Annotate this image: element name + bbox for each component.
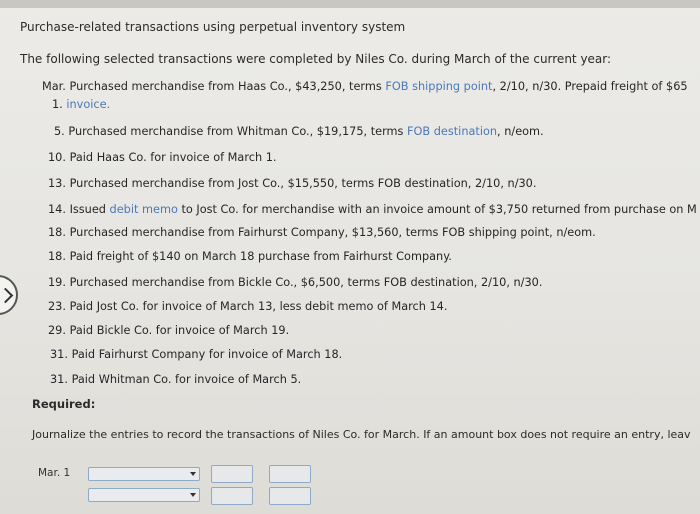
account-dropdown[interactable] [88, 488, 200, 502]
transaction-date: 13. [48, 177, 66, 190]
transaction-date: 5. [54, 125, 65, 138]
top-strip [0, 0, 700, 8]
account-dropdown[interactable] [88, 467, 200, 481]
transaction-date: 31. [50, 373, 68, 386]
fob-destination-link[interactable]: FOB destination [407, 125, 498, 138]
credit-amount-input[interactable] [269, 487, 311, 505]
transaction-item [48, 177, 536, 190]
transaction-item [48, 324, 289, 337]
transaction-item [52, 98, 110, 111]
previous-button[interactable] [0, 275, 18, 315]
transaction-text: Issued [69, 203, 110, 216]
transaction-item [48, 300, 447, 313]
transaction-text: invoice. [66, 98, 111, 111]
debit-amount-input[interactable] [211, 465, 253, 483]
transaction-text: Purchased merchandise from Whitman Co., $19,175, terms [68, 125, 408, 138]
transaction-date: 23. [48, 300, 66, 313]
transaction-date: 29. [48, 324, 66, 337]
transaction-item [54, 125, 544, 138]
transaction-item [48, 226, 596, 239]
transaction-text: Paid freight of $140 on March 18 purchase from Fairhurst Company. [69, 250, 452, 263]
transaction-date: 31. [50, 348, 68, 361]
transaction-date: 18. [48, 226, 66, 239]
question-title: Purchase-related transactions using perpetual inventory system [20, 20, 406, 34]
transaction-text: Paid Jost Co. for invoice of March 13, less debit memo of March 14. [69, 300, 448, 313]
debit-memo-link[interactable]: debit memo [109, 203, 178, 216]
transaction-text: Purchased merchandise from Haas Co., $43,250, terms [69, 80, 386, 93]
debit-amount-input[interactable] [211, 487, 253, 505]
transaction-item [48, 151, 277, 164]
fob-shipping-point-link[interactable]: FOB shipping point [385, 80, 493, 93]
chevron-right-icon [0, 288, 13, 304]
transaction-date: 18. [48, 250, 66, 263]
credit-amount-input[interactable] [269, 465, 311, 483]
transaction-text: Purchased merchandise from Fairhurst Company, $13,560, terms FOB shipping point, n/eom. [69, 226, 596, 239]
transaction-text: to Jost Co. for merchandise with an invoice amount of $3,750 returned from purchase on M [177, 203, 697, 216]
instructions-text: Journalize the entries to record the transactions of Niles Co. for March. If an amount box does not require an entry, leav [32, 428, 691, 441]
transaction-item [48, 203, 697, 216]
transaction-text: Paid Bickle Co. for invoice of March 19. [69, 324, 290, 337]
transaction-text: , 2/10, n/30. Prepaid freight of $65 [492, 80, 688, 93]
transaction-text: Paid Whitman Co. for invoice of March 5. [71, 373, 302, 386]
intro-text: The following selected transactions were completed by Niles Co. during March of the current year: [20, 52, 612, 66]
transaction-date: 14. [48, 203, 66, 216]
transaction-text: , n/eom. [497, 125, 544, 138]
chevron-down-icon [190, 472, 196, 476]
transaction-text: Purchased merchandise from Bickle Co., $6,500, terms FOB destination, 2/10, n/30. [69, 276, 543, 289]
transaction-date: 1. [52, 98, 63, 111]
transaction-date: 19. [48, 276, 66, 289]
transaction-text: Purchased merchandise from Jost Co., $15,550, terms FOB destination, 2/10, n/30. [69, 177, 537, 190]
transaction-item [50, 348, 342, 361]
transaction-text: Paid Fairhurst Company for invoice of March 18. [71, 348, 343, 361]
transaction-item [50, 373, 301, 386]
transaction-date: 10. [48, 151, 66, 164]
transaction-date: Mar. [42, 80, 66, 93]
chevron-down-icon [190, 493, 196, 497]
transaction-item [42, 80, 688, 93]
required-heading: Required: [32, 397, 96, 411]
transaction-text: Paid Haas Co. for invoice of March 1. [69, 151, 277, 164]
transaction-item [48, 276, 542, 289]
journal-date-label: Mar. 1 [38, 467, 71, 479]
transaction-item [48, 250, 452, 263]
